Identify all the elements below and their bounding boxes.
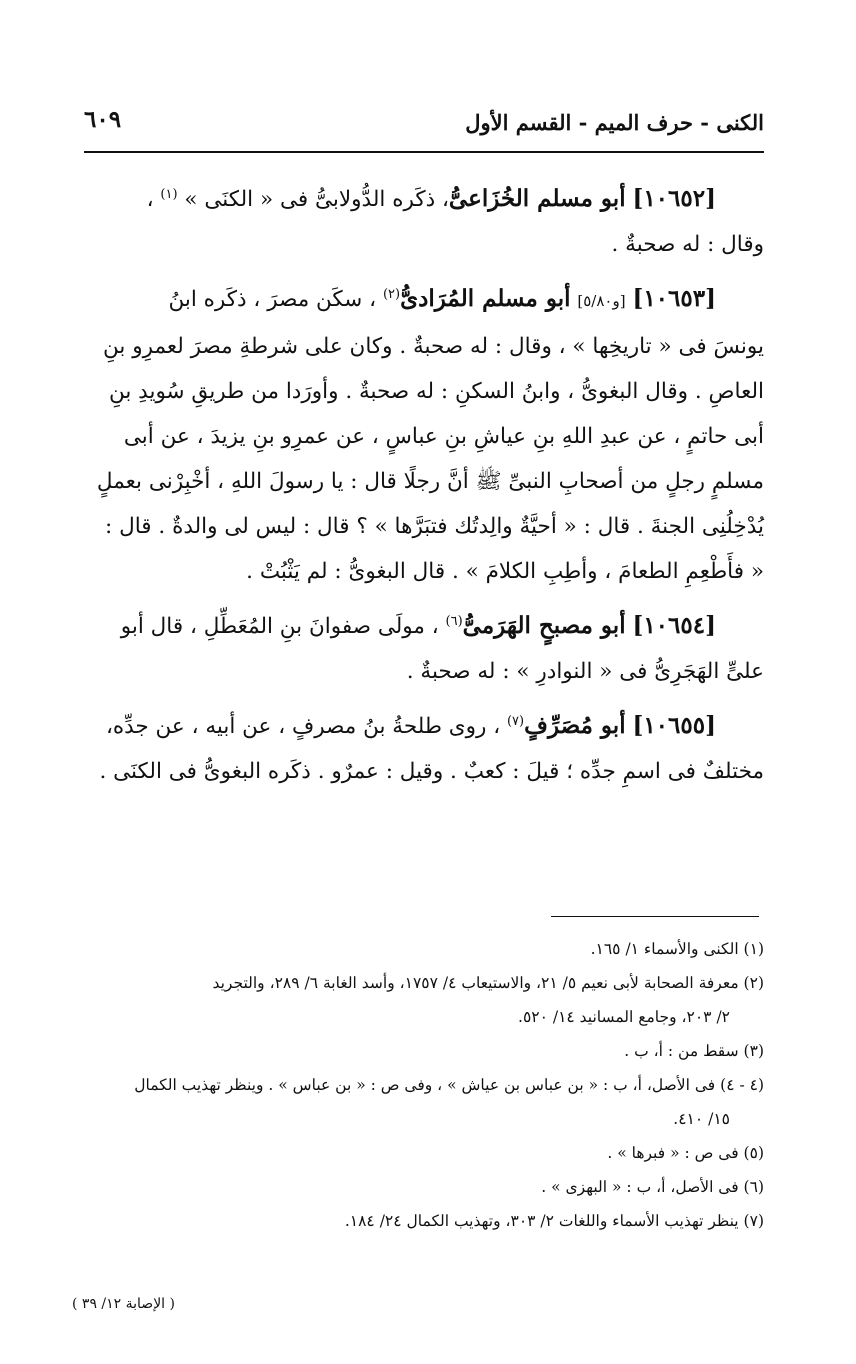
entry-name: أبو مصبحٍ الهَرَمىُّ: [462, 612, 626, 639]
entry-line: يونسَ فى « تاريخِها » ، وقال : له صحبةٌ . وكان على شرطةِ مصرَ لعمرِو بنِ: [103, 334, 764, 359]
entry-line: العاصِ . وقال البغوىُّ ، وابنُ السكنِ : له صحبةٌ . وأورَدا من طريقِ سُويدِ بنِ: [108, 379, 764, 404]
header-rule: [84, 151, 764, 153]
entry-10653: [82, 276, 764, 594]
entry-10654: [82, 603, 764, 694]
entry-head: [82, 176, 764, 222]
entry-number: [١٠٦٥٢]: [632, 185, 716, 212]
entry-head: [82, 703, 764, 749]
main-text: [82, 176, 764, 803]
footnotes: [80, 932, 764, 1238]
entry-number: [١٠٦٥٥]: [632, 712, 716, 739]
entry-text: ،: [146, 187, 161, 212]
footnote-marker: (٦): [445, 613, 463, 629]
footnote: (٣) سقط من : أ، ب .: [624, 1042, 764, 1060]
entry-10655: [82, 703, 764, 794]
footnote-continuation: ١٥/ ٤١٠.: [673, 1110, 730, 1128]
footnote-marker: (١): [160, 186, 178, 202]
entry-text: ، سكَن مصرَ ، ذكَره ابنُ: [168, 287, 383, 312]
footnote-marker: (٧): [506, 713, 525, 729]
entry-10652: [82, 176, 764, 267]
running-title: الكنى - حرف الميم - القسم الأول: [465, 110, 764, 135]
entry-head: [82, 603, 764, 649]
entry-line: علىٍّ الهَجَرِىُّ فى « النوادرِ » : له صحبةٌ .: [406, 659, 764, 684]
entry-text: ، ذكَره الدُّولابىُّ فى « الكنَى »: [177, 187, 449, 212]
footnote: (٤ - ٤) فى الأصل، أ، ب : « بن عباس بن عياش » ، وفى ص : « بن عباس » . وينظر تهذيب الكمال: [134, 1076, 764, 1094]
entry-line: مختلفٌ فى اسمِ جدِّه ؛ قيلَ : كعبٌ . وقيل : عمرٌو . ذكَره البغوىُّ فى الكنَى .: [99, 759, 764, 784]
footnote-marker: (٢): [382, 286, 401, 302]
footnote: (١) الكنى والأسماء ١/ ١٦٥.: [590, 940, 764, 958]
footnote: (٦) فى الأصل، أ، ب : « البهزى » .: [541, 1178, 764, 1196]
source-reference: ( الإصابة ١٢/ ٣٩ ): [72, 1296, 175, 1312]
entry-line: « فأَطْعِمِ الطعامَ ، وأطِبِ الكلامَ » . قال البغوىُّ : لم يَثْبُتْ .: [246, 559, 764, 584]
entry-line: أبى حاتمٍ ، عن عبدِ اللهِ بنِ عياشِ بنِ عباسٍ ، عن عمرِو بنِ يزيدَ ، عن أبى: [123, 424, 764, 449]
entry-name: أبو مسلم الخُزَاعىُّ: [448, 185, 626, 212]
entry-number: [١٠٦٥٣]: [632, 285, 716, 312]
footnote-continuation: ٢/ ٢٠٣، وجامع المسانيد ١٤/ ٥٢٠.: [518, 1008, 730, 1026]
entry-number: [١٠٦٥٤]: [632, 612, 716, 639]
entry-line: وقال : له صحبةٌ .: [611, 232, 764, 257]
entry-name: أبو مسلم المُرَادىُّ: [400, 285, 571, 312]
entry-name: أبو مُصَرِّفٍ: [524, 712, 626, 739]
entry-text: ، مولَى صفوانَ بنِ المُعَطِّلِ ، قال أبو: [120, 614, 446, 639]
footnote: (٥) فى ص : « فبرها » .: [607, 1144, 764, 1162]
entry-head: [82, 276, 764, 324]
entry-line: مسلمٍ رجلٍ من أصحابِ النبىِّ ﷺ أنَّ رجلًا قال : يا رسولَ اللهِ ، أخْبِرْنى بعملٍ: [96, 469, 764, 494]
entry-text: ، روى طلحةُ بنُ مصرفٍ ، عن أبيه ، عن جدِّه،: [105, 714, 507, 739]
footnote: (٢) معرفة الصحابة لأبى نعيم ٥/ ٢١، والاستيعاب ٤/ ١٧٥٧، وأسد الغابة ٦/ ٢٨٩، والتجريد: [212, 974, 764, 992]
page-number: ٦٠٩: [84, 106, 122, 133]
footnote-rule: [551, 916, 759, 917]
manuscript-ref: [و٥/٨٠]: [577, 292, 626, 310]
page-header: [84, 104, 764, 144]
footnote: (٧) ينظر تهذيب الأسماء واللغات ٢/ ٣٠٣، وتهذيب الكمال ٢٤/ ١٨٤.: [344, 1212, 764, 1230]
entry-line: يُدْخِلُنِى الجنةَ . قال : « أحيَّةٌ والِدتُك فتبَرَّها » ؟ قال : ليس لى والدةٌ . قال :: [105, 514, 764, 539]
